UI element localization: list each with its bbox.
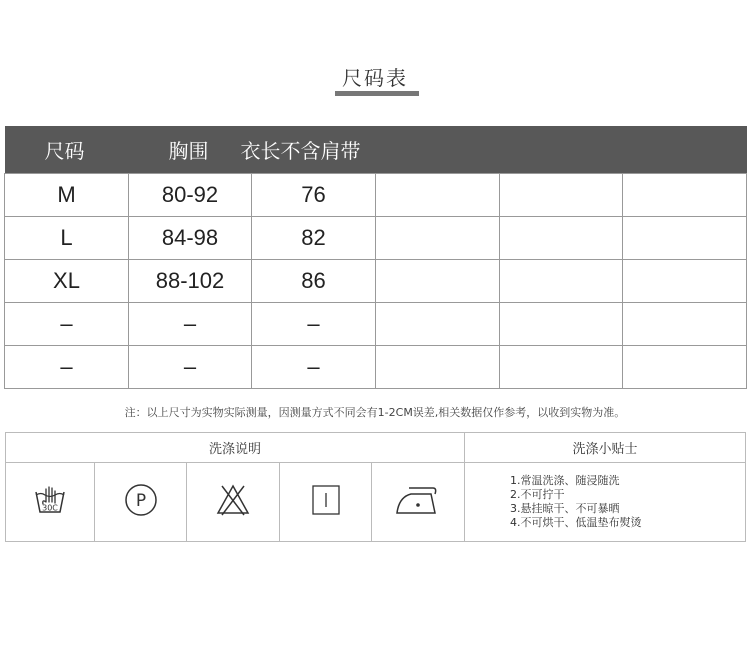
page-title: 尺码表 bbox=[342, 66, 408, 90]
tip-item: 1.常温洗涤、随浸随洗 bbox=[510, 474, 620, 487]
table-row bbox=[5, 346, 747, 389]
cell-empty bbox=[623, 260, 747, 303]
dry-clean-p-icon bbox=[95, 463, 187, 542]
header-empty-2 bbox=[500, 126, 623, 174]
cell-size: – bbox=[5, 346, 129, 389]
cell-bust: – bbox=[129, 346, 252, 389]
cell-size: M bbox=[5, 174, 129, 217]
cell-empty bbox=[500, 346, 623, 389]
iron-low-heat-icon bbox=[372, 463, 465, 542]
care-tips-header: 洗涤小贴士 bbox=[465, 433, 746, 463]
header-empty-3 bbox=[623, 126, 747, 174]
cell-empty bbox=[376, 260, 500, 303]
care-table bbox=[5, 432, 746, 542]
header-length bbox=[240, 126, 376, 174]
cell-bust: 88-102 bbox=[129, 260, 252, 303]
cell-empty bbox=[500, 303, 623, 346]
cell-empty bbox=[623, 217, 747, 260]
cell-empty bbox=[623, 303, 747, 346]
cell-empty bbox=[376, 346, 500, 389]
size-table bbox=[4, 126, 747, 389]
care-instructions-header: 洗涤说明 bbox=[6, 433, 465, 463]
wash-temp-label: 30C bbox=[42, 503, 58, 513]
care-tips-list bbox=[465, 463, 746, 542]
cell-size: – bbox=[5, 303, 129, 346]
cell-empty bbox=[376, 174, 500, 217]
title-underline bbox=[335, 91, 419, 96]
cell-length: – bbox=[252, 303, 376, 346]
table-row bbox=[5, 303, 747, 346]
cell-bust: 80-92 bbox=[129, 174, 252, 217]
header-bust bbox=[129, 126, 252, 174]
tip-item: 3.悬挂晾干、不可暴晒 bbox=[510, 502, 620, 515]
header-length-label: 衣长不含肩带 bbox=[240, 139, 361, 163]
header-empty-1 bbox=[376, 126, 500, 174]
cell-empty bbox=[500, 174, 623, 217]
cell-empty bbox=[376, 303, 500, 346]
no-tumble-dry-icon bbox=[187, 463, 280, 542]
cell-length: – bbox=[252, 346, 376, 389]
tip-item: 4.不可烘干、低温垫布熨烫 bbox=[510, 516, 642, 529]
cell-empty bbox=[623, 174, 747, 217]
cell-size: L bbox=[5, 217, 129, 260]
header-bust-label: 胸围 bbox=[168, 139, 209, 163]
hang-dry-icon bbox=[280, 463, 372, 542]
header-size-label: 尺码 bbox=[44, 139, 85, 163]
tip-item: 2.不可拧干 bbox=[510, 488, 565, 501]
cell-size: XL bbox=[5, 260, 129, 303]
hand-wash-30c-icon bbox=[6, 463, 95, 542]
measurement-note: 注：以上尺寸为实物实际测量，因测量方式不同会有1-2CM误差,相关数据仅作参考，以收到实物为准。 bbox=[124, 406, 626, 419]
cell-length: 76 bbox=[252, 174, 376, 217]
dryclean-label: P bbox=[135, 491, 146, 511]
cell-empty bbox=[623, 346, 747, 389]
cell-bust: – bbox=[129, 303, 252, 346]
size-table-header bbox=[5, 126, 747, 174]
cell-empty bbox=[500, 260, 623, 303]
cell-bust: 84-98 bbox=[129, 217, 252, 260]
cell-length: 86 bbox=[252, 260, 376, 303]
table-row bbox=[5, 174, 747, 217]
cell-empty bbox=[500, 217, 623, 260]
cell-empty bbox=[376, 217, 500, 260]
header-size bbox=[5, 126, 129, 174]
table-row bbox=[5, 260, 747, 303]
cell-length: 82 bbox=[252, 217, 376, 260]
table-row bbox=[5, 217, 747, 260]
